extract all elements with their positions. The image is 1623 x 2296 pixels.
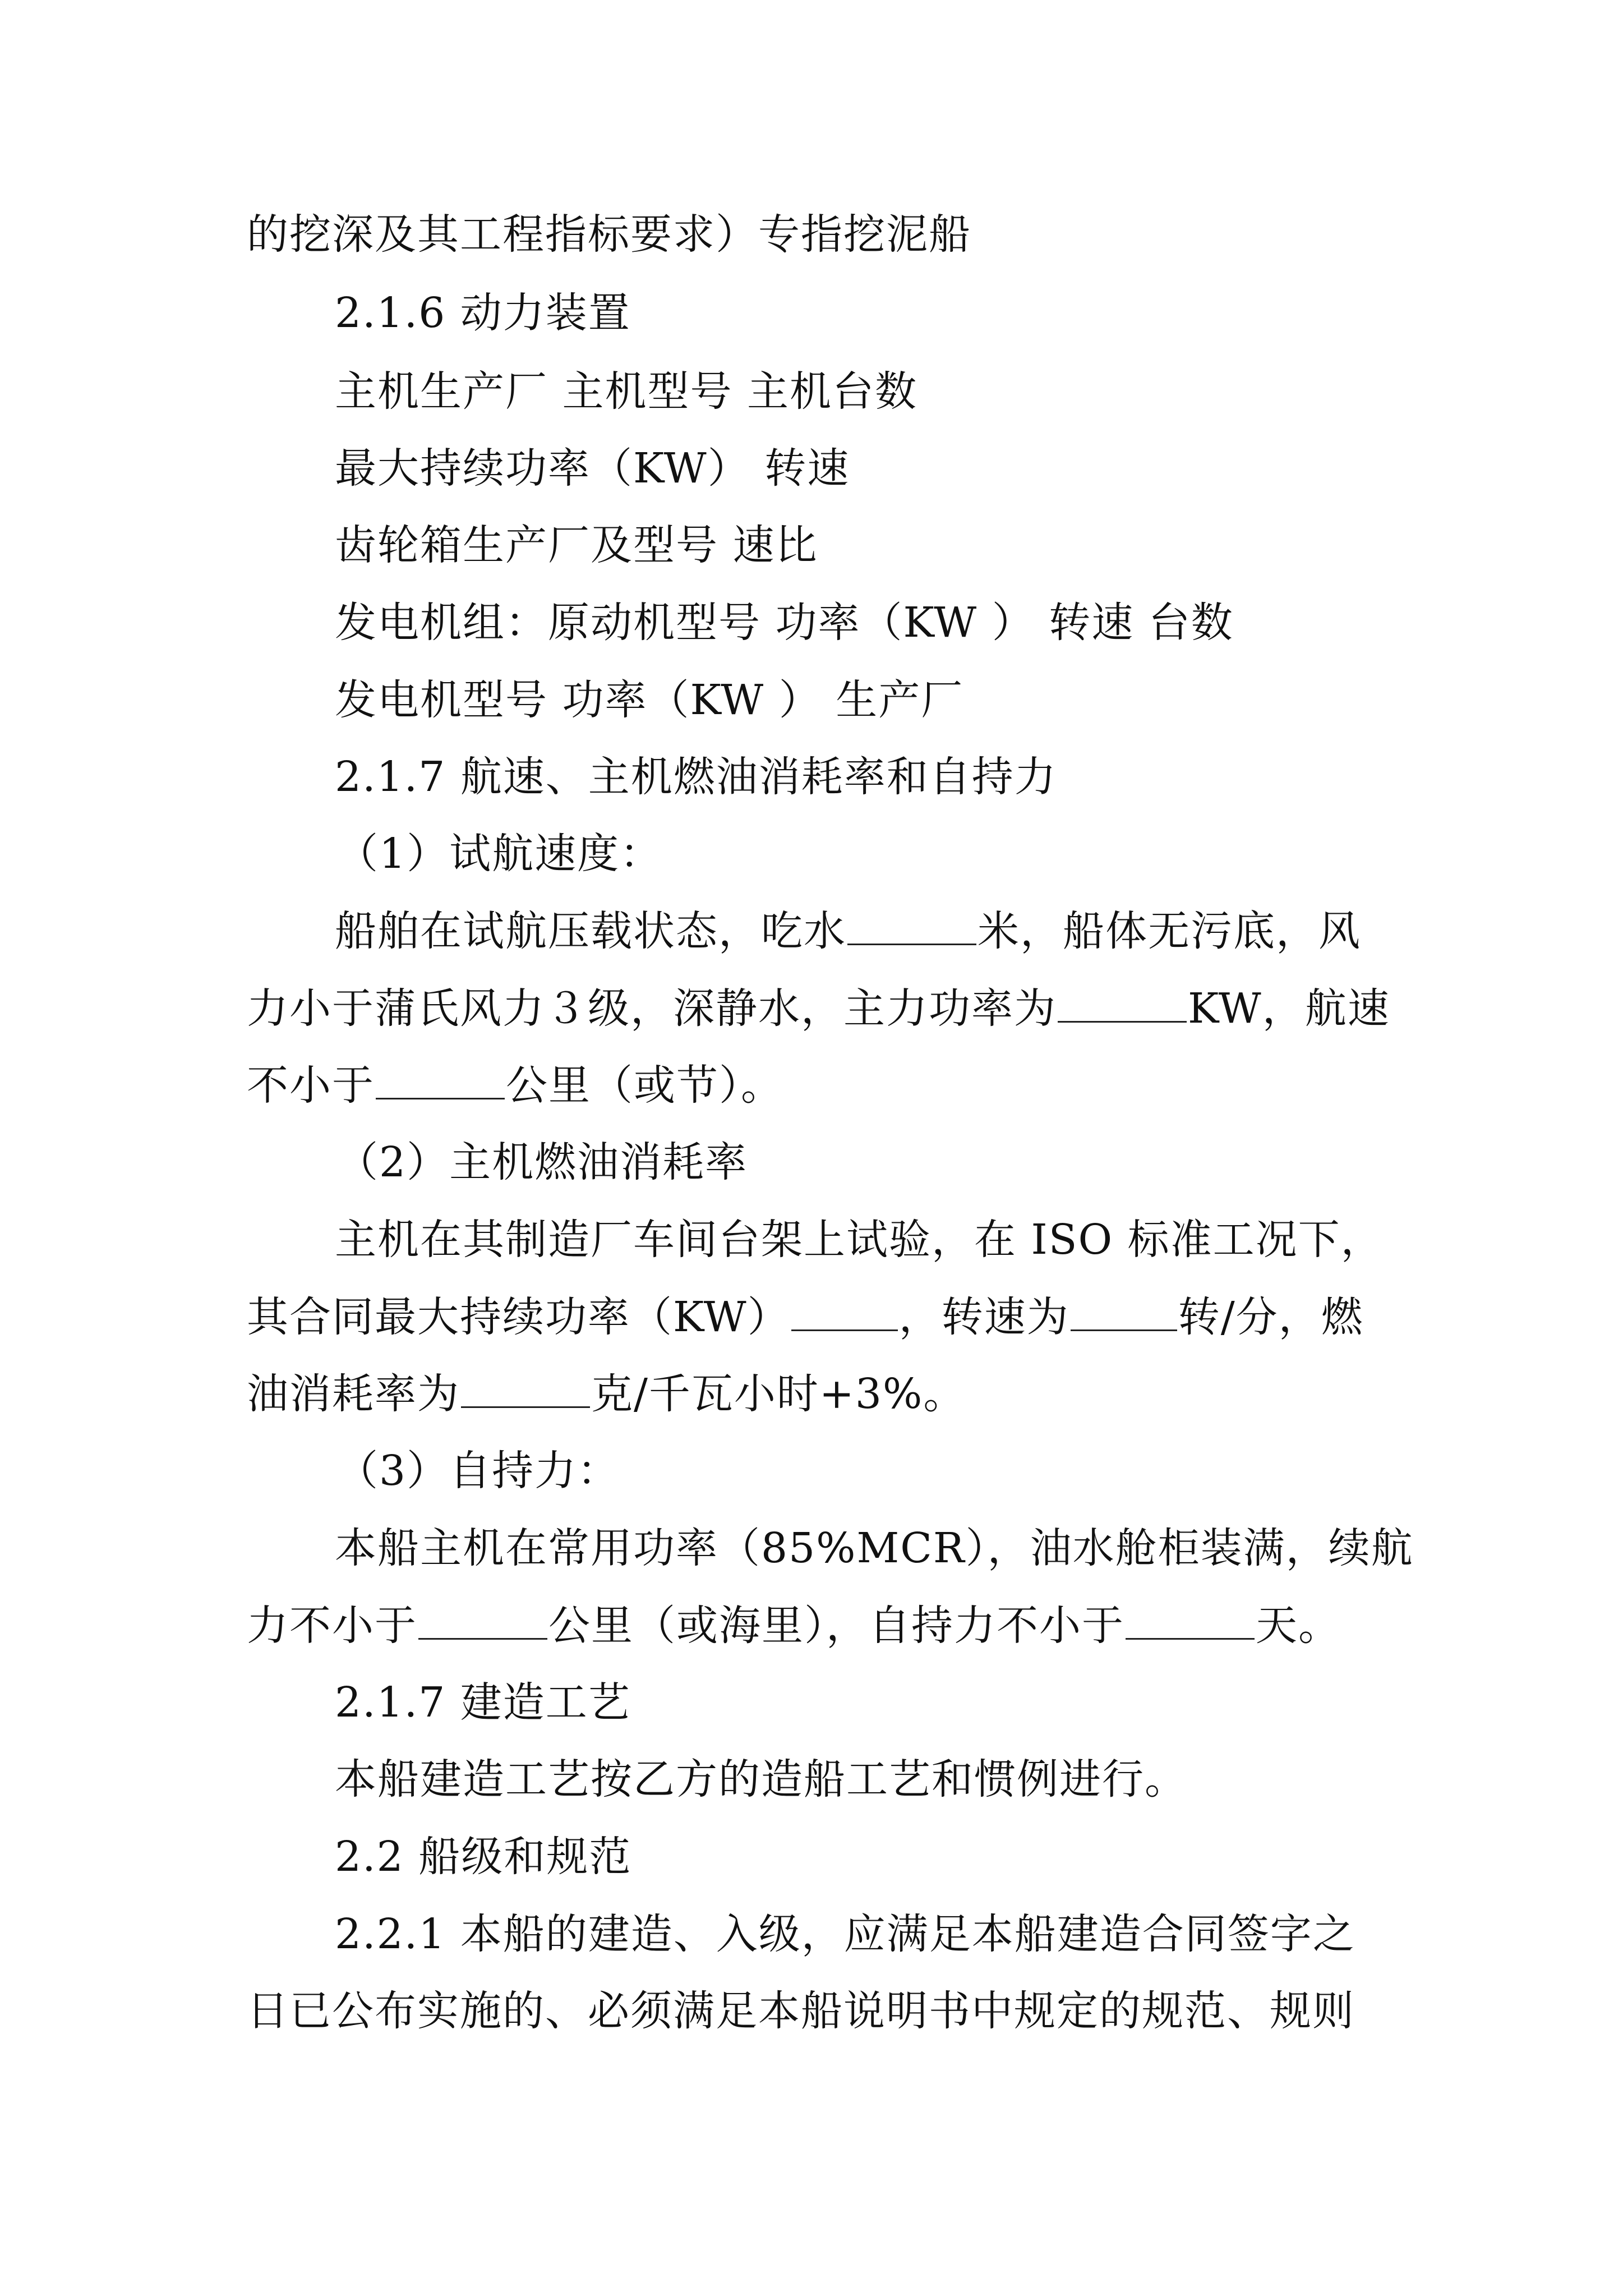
text-segment: KW，航速 [1188,984,1390,1033]
text-segment: 不小于 [247,1061,375,1110]
text-line: 本船建造工艺按乙方的造船工艺和惯例进行。 [335,1755,1187,1803]
fill-in-blank [847,907,976,945]
subsection-heading: （3）自持力： [336,1447,620,1495]
text-line: 主机生产厂 主机型号 主机台数 [335,367,918,416]
fill-in-blank [418,1601,547,1640]
text-segment: ，转速为 [898,1293,1069,1341]
fill-in-blank [1126,1601,1255,1640]
text-segment: 公里（或节）。 [506,1061,783,1110]
section-heading: 2.1.6 动力装置 [335,289,631,337]
text-line [247,1057,783,1114]
text-line: 发电机型号 功率（KW ） 生产厂 [335,676,964,724]
text-line [247,1598,1341,1654]
text-line [247,1366,966,1422]
text-segment: 天。 [1256,1602,1341,1650]
text-segment: 克/千瓦小时+3%。 [591,1370,966,1418]
text-line: 主机在其制造厂车间台架上试验，在 ISO 标准工况下， [335,1216,1384,1264]
section-heading: 2.1.7 建造工艺 [335,1678,631,1727]
text-line: 2.2.1 本船的建造、入级，应满足本船建造合同签字之 [335,1910,1355,1958]
fill-in-blank [791,1292,898,1331]
text-line [247,981,1390,1037]
text-segment: 船舶在试航压载状态，吃水 [335,907,846,955]
text-segment: 力小于蒲氏风力３级，深静水，主力功率为 [247,984,1057,1033]
text-segment: 油消耗率为 [247,1370,460,1418]
subsection-heading: （1）试航速度： [336,830,663,878]
text-segment: 力不小于 [247,1602,417,1650]
text-segment: 其合同最大持续功率（KW） [247,1293,790,1341]
text-line: 发电机组：原动机型号 功率（KW ） 转速 台数 [335,599,1234,647]
subsection-heading: （2）主机燃油消耗率 [336,1138,748,1186]
text-line [247,1289,1364,1345]
section-heading: 2.2 船级和规范 [335,1833,632,1881]
text-line: 的挖深及其工程指标要求）专指挖泥船 [247,210,971,259]
text-line: 齿轮箱生产厂及型号 速比 [335,521,818,569]
text-line: 日已公布实施的、必须满足本船说明书中规定的规范、规则 [247,1987,1355,2035]
text-line: 本船主机在常用功率（85%MCR），油水舱柜装满，续航 [335,1524,1414,1572]
text-segment: 转/分，燃 [1178,1293,1364,1341]
text-line [335,903,1361,959]
fill-in-blank [1058,984,1187,1023]
fill-in-blank [1071,1292,1177,1331]
text-line: 最大持续功率（KW） 转速 [335,444,850,493]
text-segment: 公里（或海里），自持力不小于 [548,1602,1124,1650]
text-segment: 米，船体无污底，风 [978,907,1361,955]
fill-in-blank [376,1061,505,1099]
section-heading: 2.1.7 航速、主机燃油消耗率和自持力 [335,753,1057,801]
fill-in-blank [461,1369,590,1408]
